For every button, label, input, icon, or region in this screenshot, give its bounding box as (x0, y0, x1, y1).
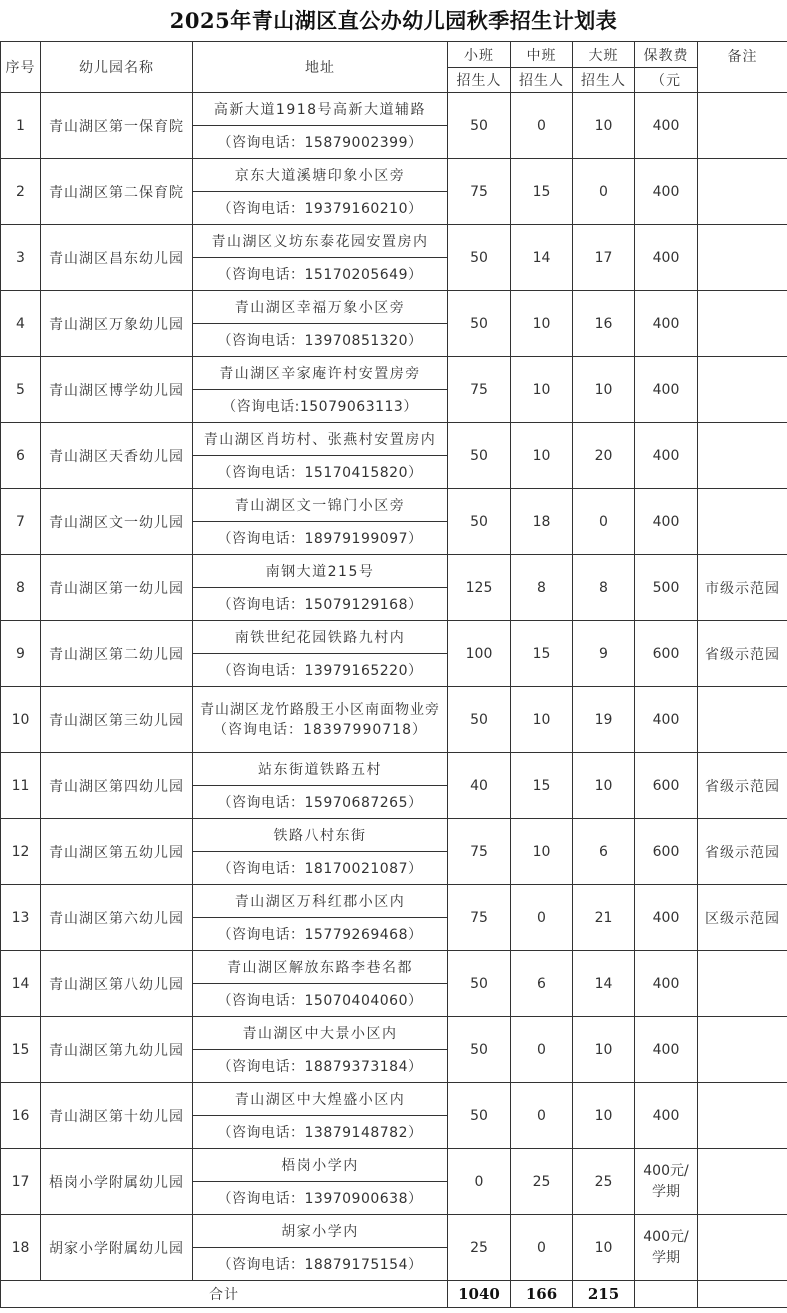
table-row (1, 93, 787, 126)
note (698, 1017, 787, 1083)
fee-period: 学期 (652, 1183, 680, 1200)
small-class-count: 50 (448, 225, 511, 291)
fee: 600 (635, 819, 698, 885)
middle-class-count: 10 (511, 291, 573, 357)
big-class-count: 14 (573, 951, 635, 1017)
row-number: 3 (1, 225, 41, 291)
kindergarten-name: 青山湖区万象幼儿园 (41, 291, 193, 357)
small-class-count: 50 (448, 93, 511, 159)
table-row (1, 357, 787, 390)
table-row (1, 225, 787, 258)
kindergarten-name: 青山湖区第九幼儿园 (41, 1017, 193, 1083)
address: 青山湖区中大煌盛小区内 (193, 1083, 448, 1116)
middle-class-count: 0 (511, 1215, 573, 1281)
note (698, 291, 787, 357)
small-class-count: 50 (448, 489, 511, 555)
total-fee (635, 1281, 698, 1308)
middle-class-count: 10 (511, 357, 573, 423)
kindergarten-name: 青山湖区第二保育院 (41, 159, 193, 225)
address: 青山湖区中大景小区内 (193, 1017, 448, 1050)
note (698, 159, 787, 225)
header-address: 地址 (193, 42, 448, 93)
fee: 400 (635, 93, 698, 159)
middle-class-count: 6 (511, 951, 573, 1017)
phone: （咨询电话：18879175154） (193, 1248, 448, 1281)
big-class-count: 10 (573, 357, 635, 423)
fee: 400 (635, 951, 698, 1017)
big-class-count: 16 (573, 291, 635, 357)
note (698, 423, 787, 489)
table-row (1, 1017, 787, 1050)
small-class-count: 50 (448, 687, 511, 753)
address: 南钢大道215号 (193, 555, 448, 588)
big-class-count: 25 (573, 1149, 635, 1215)
big-class-count: 0 (573, 489, 635, 555)
fee (635, 1215, 698, 1281)
note (698, 489, 787, 555)
table-row (1, 159, 787, 192)
row-number: 13 (1, 885, 41, 951)
row-number: 17 (1, 1149, 41, 1215)
row-number: 15 (1, 1017, 41, 1083)
row-number: 16 (1, 1083, 41, 1149)
header-note: 备注 (698, 42, 787, 93)
header-big-enroll: 招生人 (573, 68, 635, 93)
kindergarten-name: 青山湖区第四幼儿园 (41, 753, 193, 819)
fee: 400 (635, 159, 698, 225)
header-small-enroll: 招生人 (448, 68, 511, 93)
table-row (1, 555, 787, 588)
middle-class-count: 10 (511, 819, 573, 885)
note (698, 1083, 787, 1149)
big-class-count: 6 (573, 819, 635, 885)
fee: 400 (635, 291, 698, 357)
small-class-count: 100 (448, 621, 511, 687)
total-note (698, 1281, 787, 1308)
address: 胡家小学内 (193, 1215, 448, 1248)
phone: （咨询电话：15070404060） (193, 984, 448, 1017)
big-class-count: 0 (573, 159, 635, 225)
fee: 600 (635, 753, 698, 819)
phone: （咨询电话：15079129168） (193, 588, 448, 621)
middle-class-count: 0 (511, 93, 573, 159)
row-number: 12 (1, 819, 41, 885)
kindergarten-name: 青山湖区第二幼儿园 (41, 621, 193, 687)
address: 青山湖区幸福万象小区旁 (193, 291, 448, 324)
kindergarten-name: 青山湖区天香幼儿园 (41, 423, 193, 489)
middle-class-count: 15 (511, 753, 573, 819)
big-class-count: 10 (573, 1083, 635, 1149)
note (698, 1215, 787, 1281)
note (698, 687, 787, 753)
table-row (1, 753, 787, 786)
fee: 400 (635, 225, 698, 291)
note (698, 225, 787, 291)
small-class-count: 50 (448, 1017, 511, 1083)
row-number: 7 (1, 489, 41, 555)
middle-class-count: 0 (511, 885, 573, 951)
middle-class-count: 10 (511, 687, 573, 753)
header-small-class: 小班 (448, 42, 511, 68)
note (698, 951, 787, 1017)
big-class-count: 21 (573, 885, 635, 951)
address: 青山湖区义坊东泰花园安置房内 (193, 225, 448, 258)
row-number: 11 (1, 753, 41, 819)
phone: （咨询电话：15970687265） (193, 786, 448, 819)
note: 区级示范园 (698, 885, 787, 951)
middle-class-count: 15 (511, 621, 573, 687)
kindergarten-name: 胡家小学附属幼儿园 (41, 1215, 193, 1281)
note (698, 93, 787, 159)
phone: （咨询电话：15879002399） (193, 126, 448, 159)
kindergarten-name: 青山湖区文一幼儿园 (41, 489, 193, 555)
kindergarten-name: 青山湖区第三幼儿园 (41, 687, 193, 753)
phone: （咨询电话:15079063113） (193, 390, 448, 423)
big-class-count: 9 (573, 621, 635, 687)
fee: 500 (635, 555, 698, 621)
row-number: 5 (1, 357, 41, 423)
big-class-count: 10 (573, 1215, 635, 1281)
kindergarten-name: 青山湖区第八幼儿园 (41, 951, 193, 1017)
row-number: 14 (1, 951, 41, 1017)
address: 梧岗小学内 (193, 1149, 448, 1182)
table-row (1, 1083, 787, 1116)
fee: 400 (635, 357, 698, 423)
row-number: 4 (1, 291, 41, 357)
big-class-count: 10 (573, 753, 635, 819)
kindergarten-name: 青山湖区第一保育院 (41, 93, 193, 159)
small-class-count: 25 (448, 1215, 511, 1281)
row-number: 9 (1, 621, 41, 687)
big-class-count: 20 (573, 423, 635, 489)
header-no: 序号 (1, 42, 41, 93)
middle-class-count: 0 (511, 1083, 573, 1149)
kindergarten-name: 梧岗小学附属幼儿园 (41, 1149, 193, 1215)
address: 京东大道溪塘印象小区旁 (193, 159, 448, 192)
header-middle-class: 中班 (511, 42, 573, 68)
fee (635, 1149, 698, 1215)
fee: 400 (635, 423, 698, 489)
kindergarten-name: 青山湖区第十幼儿园 (41, 1083, 193, 1149)
note: 市级示范园 (698, 555, 787, 621)
middle-class-count: 25 (511, 1149, 573, 1215)
table-row (1, 1149, 787, 1182)
row-number: 8 (1, 555, 41, 621)
middle-class-count: 18 (511, 489, 573, 555)
fee: 400 (635, 885, 698, 951)
big-class-count: 10 (573, 1017, 635, 1083)
table-row (1, 1215, 787, 1248)
total-big: 215 (573, 1281, 635, 1308)
big-class-count: 19 (573, 687, 635, 753)
phone: （咨询电话：18879373184） (193, 1050, 448, 1083)
address: 青山湖区辛家庵许村安置房旁 (193, 357, 448, 390)
address: 南铁世纪花园铁路九村内 (193, 621, 448, 654)
small-class-count: 50 (448, 423, 511, 489)
note (698, 357, 787, 423)
big-class-count: 10 (573, 93, 635, 159)
small-class-count: 75 (448, 885, 511, 951)
address: 青山湖区万科红郡小区内 (193, 885, 448, 918)
table-row (1, 819, 787, 852)
small-class-count: 50 (448, 291, 511, 357)
fee: 400 (635, 1017, 698, 1083)
phone: （咨询电话：19379160210） (193, 192, 448, 225)
address: 站东街道铁路五村 (193, 753, 448, 786)
total-small: 1040 (448, 1281, 511, 1308)
phone: （咨询电话：15170205649） (193, 258, 448, 291)
small-class-count: 40 (448, 753, 511, 819)
big-class-count: 8 (573, 555, 635, 621)
row-number: 10 (1, 687, 41, 753)
phone: （咨询电话：15779269468） (193, 918, 448, 951)
small-class-count: 50 (448, 951, 511, 1017)
address: 高新大道1918号高新大道辅路 (193, 93, 448, 126)
table-row (1, 621, 787, 654)
enrollment-table (0, 41, 787, 1308)
table-row (1, 423, 787, 456)
note: 省级示范园 (698, 621, 787, 687)
phone: （咨询电话：13979165220） (193, 654, 448, 687)
row-number: 18 (1, 1215, 41, 1281)
table-row (1, 489, 787, 522)
kindergarten-name: 青山湖区昌东幼儿园 (41, 225, 193, 291)
row-number: 6 (1, 423, 41, 489)
fee: 400 (635, 1083, 698, 1149)
small-class-count: 75 (448, 357, 511, 423)
address: 铁路八村东街 (193, 819, 448, 852)
small-class-count: 125 (448, 555, 511, 621)
middle-class-count: 15 (511, 159, 573, 225)
address: 青山湖区肖坊村、张燕村安置房内 (193, 423, 448, 456)
address: 青山湖区解放东路李巷名都 (193, 951, 448, 984)
middle-class-count: 0 (511, 1017, 573, 1083)
fee: 400 (635, 687, 698, 753)
kindergarten-name: 青山湖区博学幼儿园 (41, 357, 193, 423)
middle-class-count: 8 (511, 555, 573, 621)
middle-class-count: 14 (511, 225, 573, 291)
fee: 400 (635, 489, 698, 555)
phone: （咨询电话：18979199097） (193, 522, 448, 555)
small-class-count: 50 (448, 1083, 511, 1149)
address: 青山湖区文一锦门小区旁 (193, 489, 448, 522)
note (698, 1149, 787, 1215)
header-middle-enroll: 招生人 (511, 68, 573, 93)
header-fee-unit: （元 (635, 68, 698, 93)
header-big-class: 大班 (573, 42, 635, 68)
phone: （咨询电话：18170021087） (193, 852, 448, 885)
kindergarten-name: 青山湖区第六幼儿园 (41, 885, 193, 951)
phone: （咨询电话：13970900638） (193, 1182, 448, 1215)
total-row (1, 1281, 787, 1308)
fee-amount: 400元/ (643, 1162, 689, 1179)
fee: 600 (635, 621, 698, 687)
total-label: 合计 (1, 1281, 448, 1308)
phone: （咨询电话：15170415820） (193, 456, 448, 489)
table-row (1, 291, 787, 324)
middle-class-count: 10 (511, 423, 573, 489)
fee-period: 学期 (652, 1249, 680, 1266)
kindergarten-name: 青山湖区第一幼儿园 (41, 555, 193, 621)
address: 青山湖区龙竹路殷王小区南面物业旁（咨询电话：18397990718） (193, 687, 448, 753)
row-number: 1 (1, 93, 41, 159)
header-name: 幼儿园名称 (41, 42, 193, 93)
table-row (1, 687, 787, 720)
kindergarten-name: 青山湖区第五幼儿园 (41, 819, 193, 885)
phone: （咨询电话：13879148782） (193, 1116, 448, 1149)
big-class-count: 17 (573, 225, 635, 291)
note: 省级示范园 (698, 753, 787, 819)
total-middle: 166 (511, 1281, 573, 1308)
small-class-count: 75 (448, 819, 511, 885)
small-class-count: 0 (448, 1149, 511, 1215)
table-row (1, 951, 787, 984)
page-title: 2025年青山湖区直公办幼儿园秋季招生计划表 (169, 8, 618, 33)
table-row (1, 885, 787, 918)
small-class-count: 75 (448, 159, 511, 225)
row-number: 2 (1, 159, 41, 225)
fee-amount: 400元/ (643, 1228, 689, 1245)
phone: （咨询电话：13970851320） (193, 324, 448, 357)
note: 省级示范园 (698, 819, 787, 885)
header-fee: 保教费 (635, 42, 698, 68)
